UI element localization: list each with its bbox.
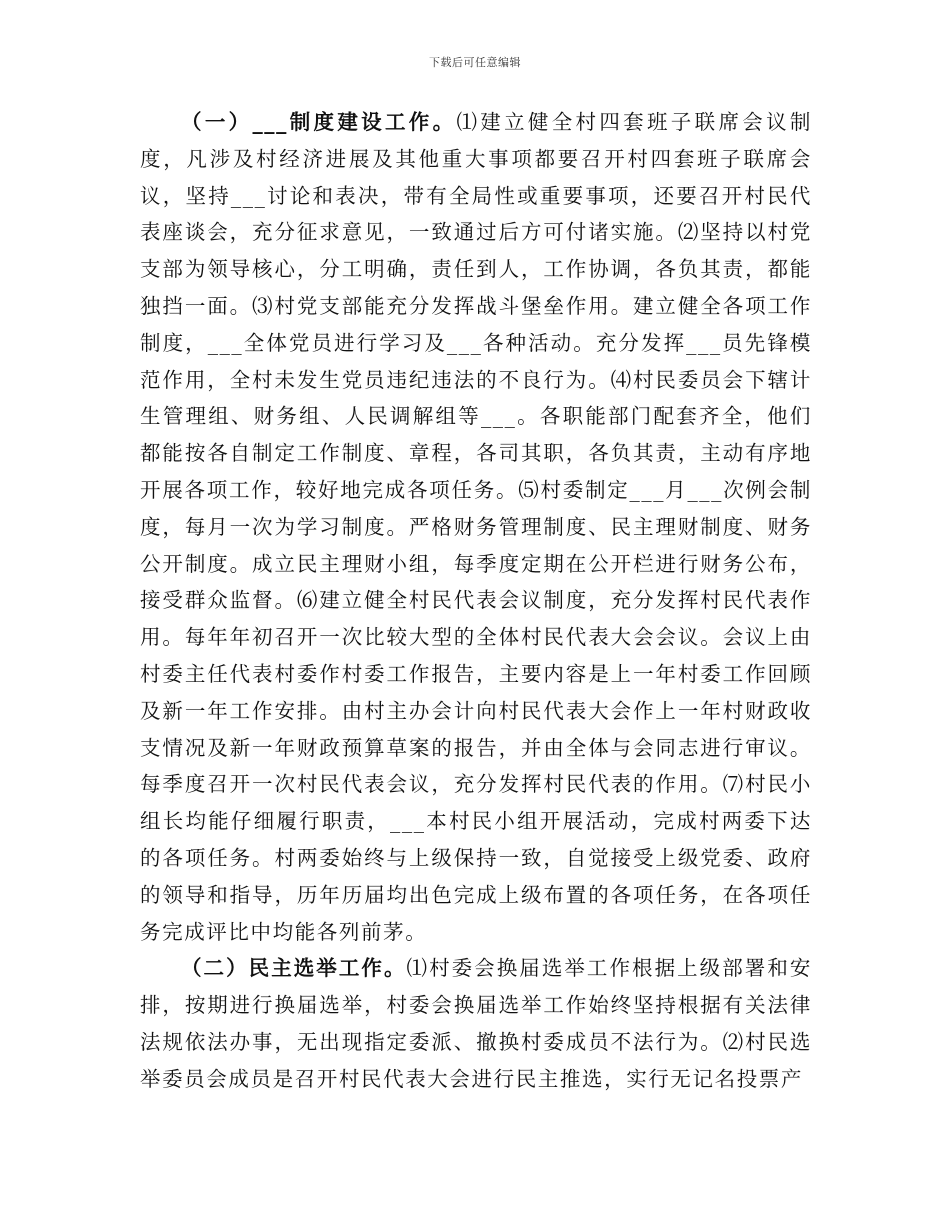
page-header: 下载后可任意编辑 <box>429 56 521 69</box>
paragraph-text: ⑴村委会换届选举工作根据上级部署和安排，按期进行换届选举，村委会换届选举工作始终坚持根据有关法律法规依法办事，无出现指定委派、撤换村委成员不法行为。⑵村民选举委员会成员是召开村民代表大会进行民主推选，实行无记名投票产 <box>140 956 812 1091</box>
document-body <box>140 104 812 1098</box>
section-heading: （一）___制度建设工作。 <box>181 110 457 134</box>
section-heading: （二）民主选举工作。 <box>181 956 407 981</box>
paragraph-democratic-election <box>140 950 812 1097</box>
paragraph-text: ⑴建立健全村四套班子联席会议制度，凡涉及村经济进展及其他重大事项都要召开村四套班子联席会议，坚持___讨论和表决，带有全局性或重要事项，还要召开村民代表座谈会，充分征求意见，一致通过后方可付诸实施。⑵坚持以村党支部为领导核心，分工明确，责任到人，工作协调，各负其责，都能独挡一面。⑶村党支部能充分发挥战斗堡垒作用。建立健全各项工作制度，___全体党员进行学习及___各种活动。充分发挥___员先锋模范作用，全村未发生党员违纪违法的不良行为。⑷村民委员会下辖计生管理组、财务组、人民调解组等___。各职能部门配套齐全，他们都能按各自制定工作制度、章程，各司其职，各负其责，主动有序地开展各项工作，较好地完成各项任务。⑸村委制定___月___次例会制度，每月一次为学习制度。严格财务管理制度、民主理财制度、财务公开制度。成立民主理财小组，每季度定期在公开栏进行财务公布，接受群众监督。⑹建立健全村民代表会议制度，充分发挥村民代表作用。每年年初召开一次比较大型的全体村民代表大会会议。会议上由村委主任代表村委作村委工作报告，主要内容是上一年村委工作回顾及新一年工作安排。由村主办会计向村民代表大会作上一年村财政收支情况及新一年财政预算草案的报告，并由全体与会同志进行审议。每季度召开一次村民代表会议，充分发挥村民代表的作用。⑺村民小组长均能仔细履行职责，___本村民小组开展活动，完成村两委下达的各项任务。村两委始终与上级保持一致，自觉接受上级党委、政府的领导和指导，历年历届均出色完成上级布置的各项任务，在各项任务完成评比中均能各列前茅。 <box>140 110 812 944</box>
paragraph-institution-building <box>140 104 812 950</box>
